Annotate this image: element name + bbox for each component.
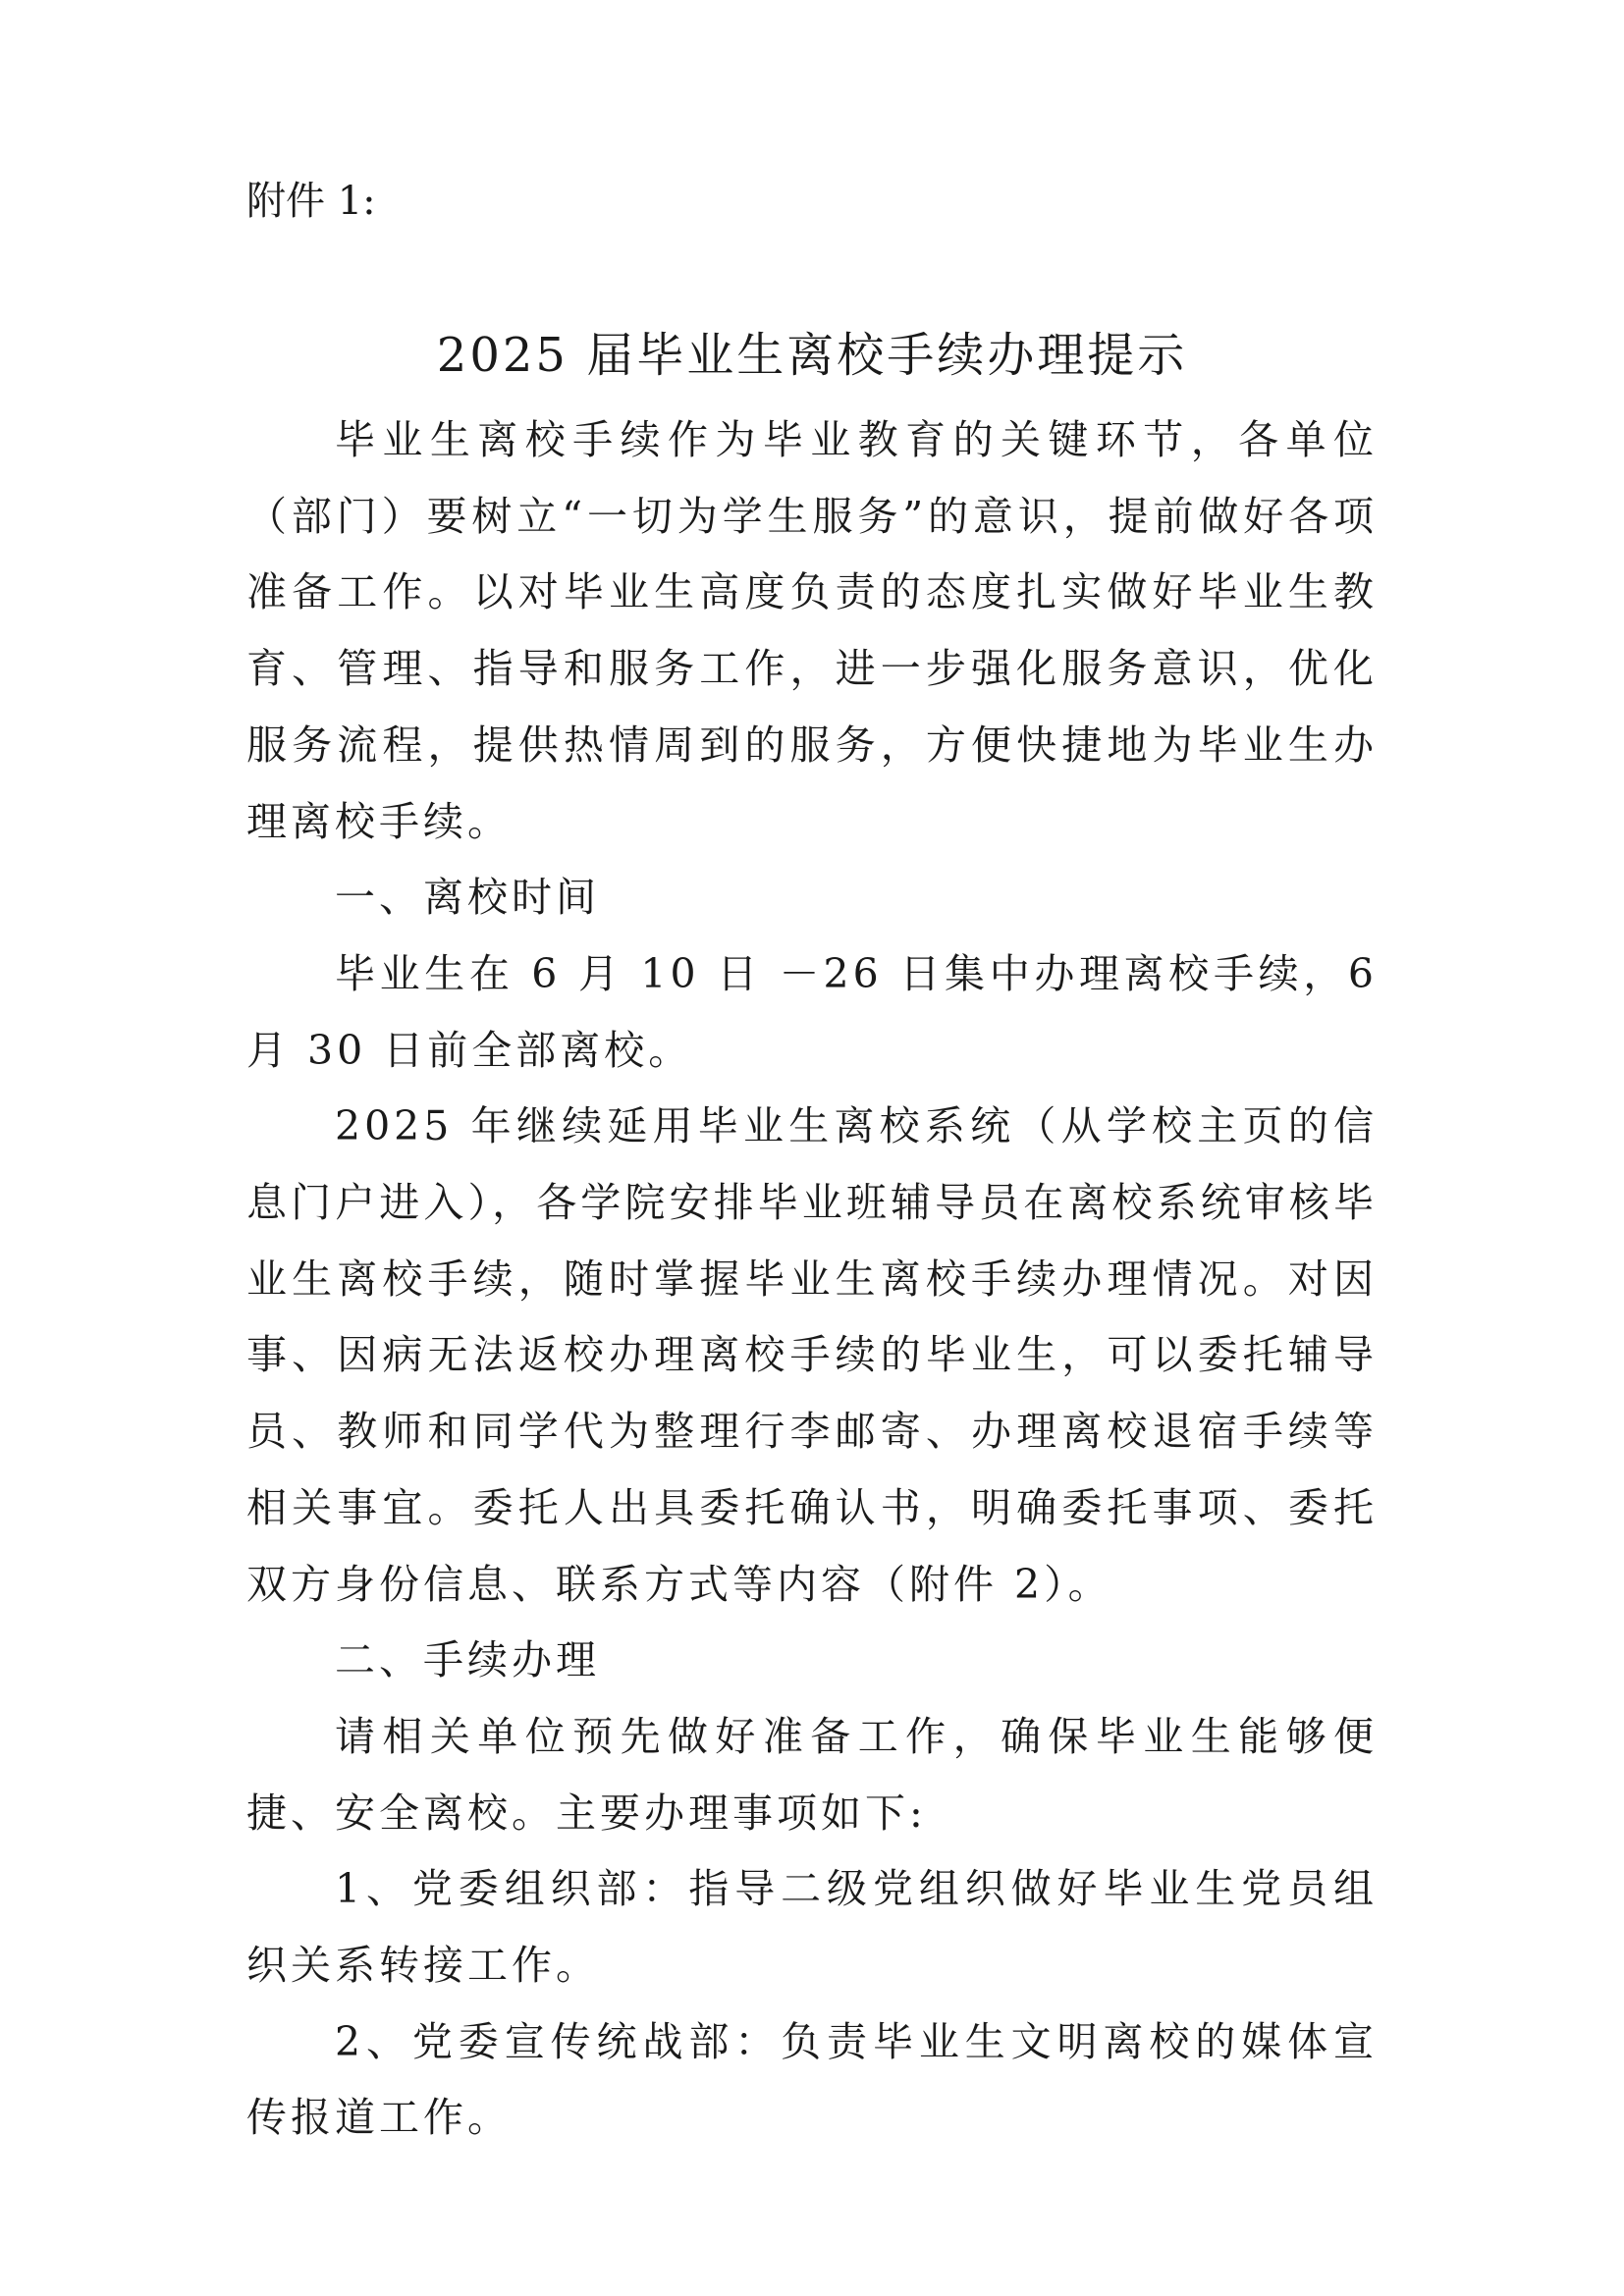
section-heading-procedures: 二、手续办理 [335, 1636, 600, 1684]
list-item-publicity-dept: 2、党委宣传统战部：负责毕业生文明离校的媒体宣传报道工作。 [246, 2017, 1378, 2142]
document-title: 2025 届毕业生离校手续办理提示 [436, 328, 1188, 383]
document-body [246, 402, 1378, 2157]
intro-paragraph: 毕业生离校手续作为毕业教育的关键环节，各单位（部门）要树立“一切为学生服务”的意识，提前做好各项准备工作。以对毕业生高度负责的态度扎实做好毕业生教育、管理、指导和服务工作，进一步强化服务意识，优化服务流程，提供热情周到的服务，方便快捷地为毕业生办理离校手续。 [246, 416, 1378, 845]
section-heading-departure-time: 一、离校时间 [335, 874, 600, 922]
paragraph-departure-system: 2025 年继续延用毕业生离校系统（从学校主页的信息门户进入），各学院安排毕业班辅导员在离校系统审核毕业生离校手续，随时掌握毕业生离校手续办理情况。对因事、因病无法返校办理离校手续的毕业生，可以委托辅导员、教师和同学代为整理行李邮寄、办理离校退宿手续等相关事宜。委托人出具委托确认书，明确委托事项、委托双方身份信息、联系方式等内容（附件 2）。 [246, 1102, 1378, 1608]
paragraph-procedures-intro: 请相关单位预先做好准备工作，确保毕业生能够便捷、安全离校。主要办理事项如下: [246, 1712, 1378, 1837]
attachment-label: 附件 1: [246, 179, 376, 224]
list-item-organization-dept: 1、党委组织部：指导二级党组织做好毕业生党员组织关系转接工作。 [246, 1865, 1378, 1990]
paragraph-departure-dates: 毕业生在 6 月 10 日 －26 日集中办理离校手续，6 月 30 日前全部离校。 [246, 949, 1378, 1074]
